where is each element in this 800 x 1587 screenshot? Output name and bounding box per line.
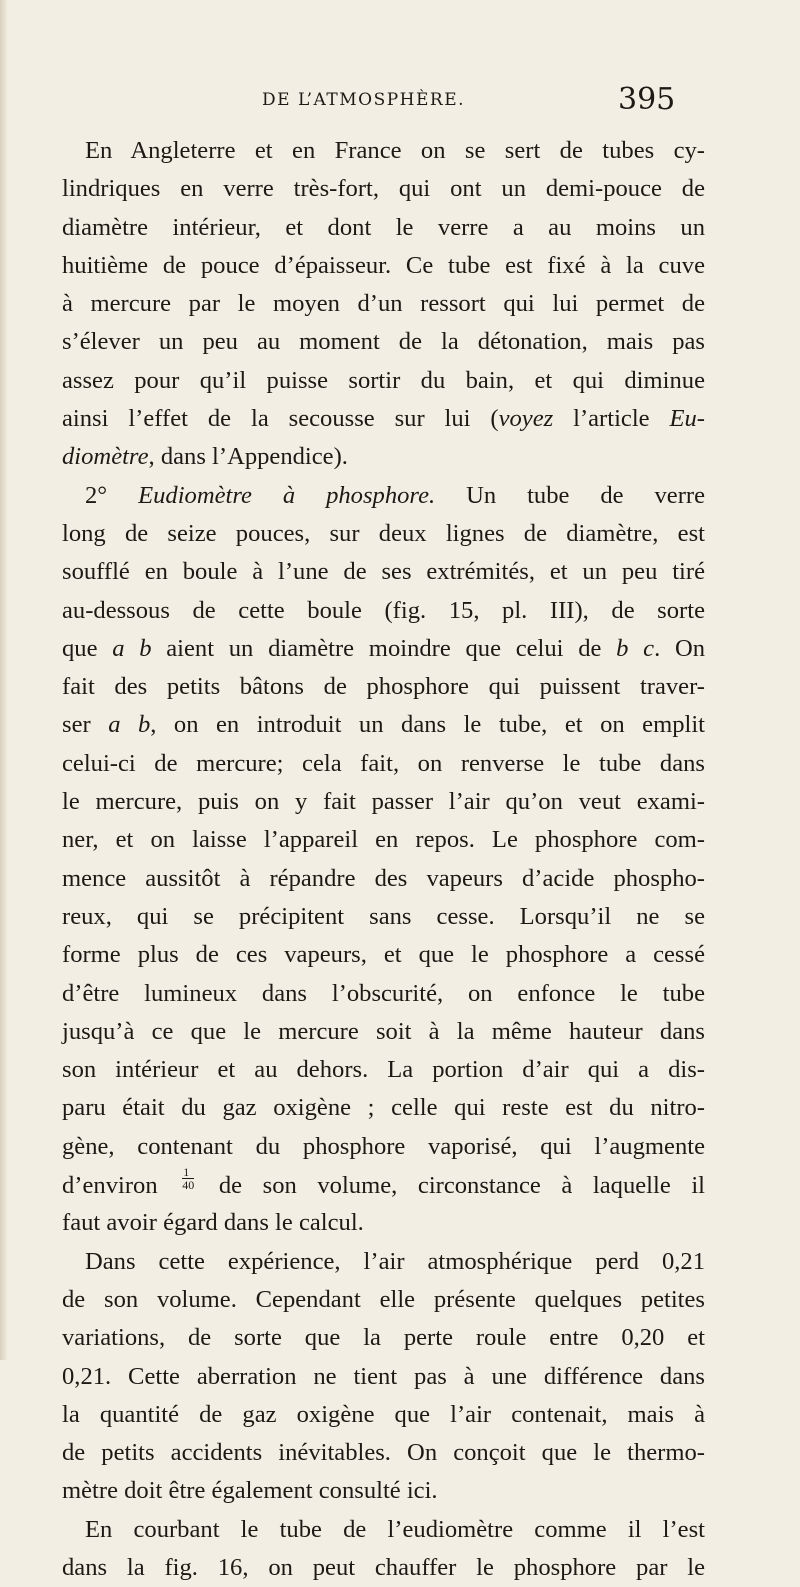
text-line: de petits accidents inévitables. On conçoit que le thermo- [62,1439,705,1467]
text-line: celui-ci de mercure; cela fait, on renverse le tube dans [62,749,705,777]
section-heading-line: 2° Eudiomètre à phosphore. Un tube de verre [85,481,706,509]
text-line: son intérieur et au dehors. La portion d’air qui a dis- [62,1056,705,1084]
text-line: soufflé en boule à l’une de ses extrémités, et un peu tiré [62,558,705,586]
text-line: long de seize pouces, sur deux lignes de diamètre, est [62,519,705,547]
text-line: le mercure, puis on y fait passer l’air qu’on veut exami- [62,788,705,816]
text-line: lindriques en verre très-fort, qui ont un demi-pouce de [62,175,705,203]
text-line: ser a b, on en introduit un dans le tube, et on emplit [62,711,706,739]
text-line: En courbant le tube de l’eudiomètre comme il l’est [85,1515,705,1543]
text-line: à mercure par le moyen d’un ressort qui lui permet de [62,290,705,318]
text-line: s’élever un peu au moment de la détonation, mais pas [62,328,705,356]
text-line: mètre doit être également consulté ici. [62,1477,438,1505]
text-line: la quantité de gaz oxigène que l’air contenait, mais à [62,1400,705,1428]
text-line: variations, de sorte que la perte roule entre 0,20 et [62,1324,705,1352]
text-line: dans la fig. 16, on peut chauffer le phosphore par le [62,1553,705,1581]
text-line: assez pour qu’il puisse sortir du bain, et qui diminue [62,366,705,394]
text-line: d’environ $\frac{1}{40}$ de son volume, circonstance à laquelle il [62,1165,706,1200]
text-line: forme plus de ces vapeurs, et que le phosphore a cessé [62,941,705,969]
body-text [62,132,705,1587]
text-line: ainsi l’effet de la secousse sur lui (voyez l’article Eu- [62,405,705,433]
text-line: au-dessous de cette boule (fig. 15, pl. III), de sorte [62,596,705,624]
text-line: que a b aient un diamètre moindre que celui de b c. On [62,634,705,662]
text-line: reux, qui se précipitent sans cesse. Lorsqu’il ne se [62,902,705,930]
page-header [0,80,800,120]
text-line: de son volume. Cependant elle présente quelques petites [62,1285,705,1313]
page-number: 395 [618,82,676,117]
text-line: diomètre, dans l’Appendice). [62,443,348,471]
text-line: En Angleterre et en France on se sert de tubes cy- [85,137,705,164]
text-line: faut avoir égard dans le calcul. [62,1209,364,1237]
text-line: d’être lumineux dans l’obscurité, on enfonce le tube [62,979,705,1007]
text-line: Dans cette expérience, l’air atmosphérique perd 0,21 [85,1247,705,1275]
text-line: paru était du gaz oxigène ; celle qui reste est du nitro- [62,1094,705,1122]
fraction: $\frac{1}{40}$ [182,1165,195,1193]
text-line: ner, et on laisse l’appareil en repos. Le phosphore com- [62,826,705,854]
text-line: fait des petits bâtons de phosphore qui puissent traver- [62,673,705,701]
text-line: diamètre intérieur, et dont le verre a au moins un [62,213,705,241]
text-line: jusqu’à ce que le mercure soit à la même hauteur dans [62,1017,705,1045]
text-line: 0,21. Cette aberration ne tient pas à une différence dans [62,1362,705,1390]
text-line: huitième de pouce d’épaisseur. Ce tube est fixé à la cuve [62,251,705,279]
page-gutter-shadow [0,0,7,1360]
text-line: gène, contenant du phosphore vaporisé, qui l’augmente [62,1132,705,1160]
running-head: DE L’ATMOSPHÈRE. [262,90,466,110]
text-line: mence aussitôt à répandre des vapeurs d’acide phospho- [62,864,705,892]
